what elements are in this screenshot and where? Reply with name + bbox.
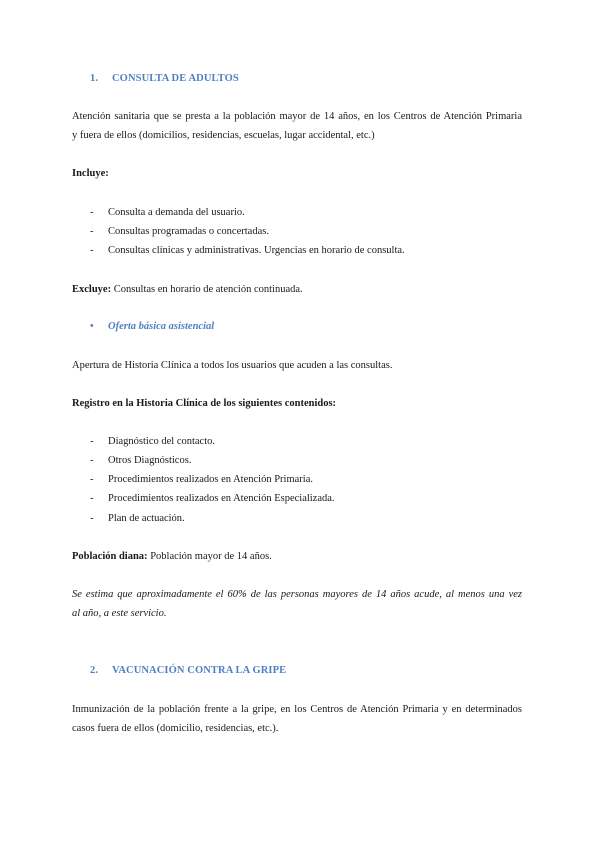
includes-list-item: - Consulta a demanda del usuario. — [90, 207, 245, 218]
bullet-icon: • — [90, 321, 94, 332]
list-dash: - — [90, 207, 94, 218]
section-1-intro-line-1: Atención sanitaria que se presta a la población mayor de 14 años, en los Centros de Atención Primaria — [72, 111, 522, 122]
list-dash: - — [90, 436, 94, 447]
estimate-line-2: al año, a este servicio. — [72, 608, 167, 619]
section-2-intro-line-2: casos fuera de ellos (domicilio, residencias, etc.). — [72, 723, 279, 734]
section-1-title: CONSULTA DE ADULTOS — [112, 73, 239, 84]
section-2-heading — [90, 664, 286, 678]
excludes-line — [72, 283, 303, 297]
section-2-title: VACUNACIÓN CONTRA LA GRIPE — [112, 665, 287, 676]
section-2-intro-line-1: Inmunización de la población frente a la gripe, en los Centros de Atención Primaria y en determinados — [72, 704, 522, 715]
section-1-number: 1. — [90, 73, 99, 84]
registry-list-item: - Diagnóstico del contacto. — [90, 436, 216, 447]
offer-heading-text: Oferta básica asistencial — [108, 321, 215, 332]
target-population-text: Población mayor de 14 años. — [147, 551, 272, 562]
includes-list-item: - Consultas clínicas y administrativas. Urgencias en horario de consulta. — [90, 245, 405, 256]
excludes-label: Excluye: — [72, 284, 112, 295]
list-dash: - — [90, 245, 94, 256]
target-population-line — [72, 550, 272, 564]
includes-list-item: - Consultas programadas o concertadas. — [90, 226, 269, 237]
registry-list-item: - Plan de actuación. — [90, 513, 185, 524]
list-dash: - — [90, 455, 94, 466]
excludes-text: Consultas en horario de atención continuada. — [111, 284, 303, 295]
registry-list-item: - Procedimientos realizados en Atención Primaria. — [90, 474, 313, 485]
section-1-heading — [90, 72, 239, 86]
estimate-line-1: Se estima que aproximadamente el 60% de las personas mayores de 14 años acude, al menos una vez — [72, 589, 522, 600]
registry-list-item: - Procedimientos realizados en Atención Especializada. — [90, 493, 335, 504]
list-dash: - — [90, 493, 94, 504]
offer-heading — [90, 320, 214, 334]
registry-label: Registro en la Historia Clínica de los siguientes contenidos: — [72, 398, 337, 409]
section-2-number: 2. — [90, 665, 99, 676]
section-1-intro-line-2: y fuera de ellos (domicilios, residencias, escuelas, lugar accidental, etc.) — [72, 130, 375, 141]
list-dash: - — [90, 226, 94, 237]
offer-text: Apertura de Historia Clínica a todos los usuarios que acuden a las consultas. — [72, 360, 393, 371]
list-dash: - — [90, 474, 94, 485]
list-dash: - — [90, 513, 94, 524]
includes-label: Incluye: — [72, 168, 109, 179]
registry-list-item: - Otros Diagnósticos. — [90, 455, 192, 466]
target-population-label: Población diana: — [72, 551, 148, 562]
